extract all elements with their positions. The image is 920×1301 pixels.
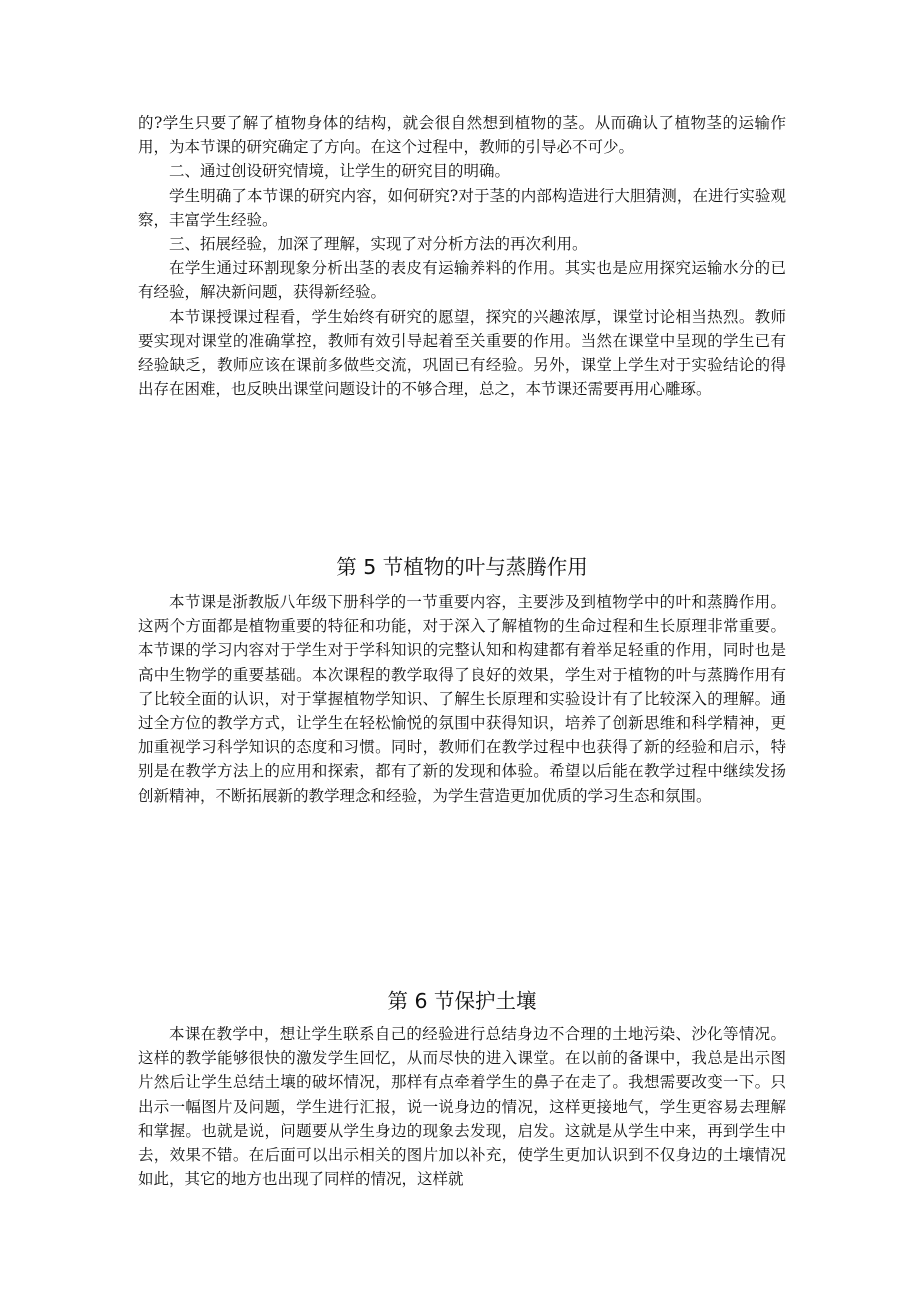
paragraph: 二、通过创设研究情境，让学生的研究目的明确。 [169,162,511,181]
paragraph: 本节课授课过程看，学生始终有研究的愿望，探究的兴趣浓厚，课堂讨论相当热烈。教师要实现对课堂的准确掌控，教师有效引导起着至关重要的作用。当然在课堂中呈现的学生已有经验缺乏，教师应该在课前多做些交流，巩固已有经验。另外，课堂上学生对于实验结论的得出存在困难，也反映出课堂问题设计的不够合理，总之，本节课还需要再用心雕琢。 [138,307,786,399]
section-5-title: 第 5 节植物的叶与蒸腾作用 [336,555,588,579]
section-5-body [138,590,786,808]
paragraph: 三、拓展经验，加深了理解，实现了对分析方法的再次利用。 [169,235,588,254]
paragraph: 本节课是浙教版八年级下册科学的一节重要内容，主要涉及到植物学中的叶和蒸腾作用。这两个方面都是植物重要的特征和功能，对于深入了解植物的生命过程和生长原理非常重要。本节课的学习内容对于学生对于学科知识的完整认知和构建都有着举足轻重的作用，同时也是高中生物学的重要基础。本次课程的教学取得了良好的效果，学生对于植物的叶与蒸腾作用有了比较全面的认识，对于掌握植物学知识、了解生长原理和实验设计有了比较深入的理解。通过全方位的教学方式，让学生在轻松愉悦的氛围中获得知识，培养了创新思维和科学精神，更加重视学习科学知识的态度和习惯。同时，教师们在教学过程中也获得了新的经验和启示，特别是在教学方法上的应用和探索，都有了新的发现和体验。希望以后能在教学过程中继续发扬创新精神，不断拓展新的教学理念和经验，为学生营造更加优质的学习生态和氛围。 [138,593,786,805]
previous-section-text [138,111,786,401]
section-6-title: 第 6 节保护土壤 [387,989,537,1013]
paragraph: 在学生通过环割现象分析出茎的表皮有运输养料的作用。其实也是应用探究运输水分的已有经验，解决新问题，获得新经验。 [138,259,786,302]
paragraph: 本课在教学中，想让学生联系自己的经验进行总结身边不合理的土地污染、沙化等情况。这样的教学能够很快的激发学生回忆，从而尽快的进入课堂。在以前的备课中，我总是出示图片然后让学生总结土壤的破坏情况，那样有点牵着学生的鼻子在走了。我想需要改变一下。只出示一幅图片及问题，学生进行汇报，说一说身边的情况，这样更接地气，学生更容易去理解和掌握。也就是说，问题要从学生身边的现象去发现，启发。这就是从学生中来，再到学生中去，效果不错。在后面可以出示相关的图片加以补充，使学生更加认识到不仅身边的土壤情况如此，其它的地方也出现了同样的情况，这样就 [138,1025,786,1189]
paragraph: 学生明确了本节课的研究内容，如何研究?对于茎的内部构造进行大胆猜测，在进行实验观察，丰富学生经验。 [138,186,786,229]
section-6-body [138,1022,786,1191]
paragraph: 的?学生只要了解了植物身体的结构，就会很自然想到植物的茎。从而确认了植物茎的运输作用，为本节课的研究确定了方向。在这个过程中，教师的引导必不可少。 [138,114,786,157]
